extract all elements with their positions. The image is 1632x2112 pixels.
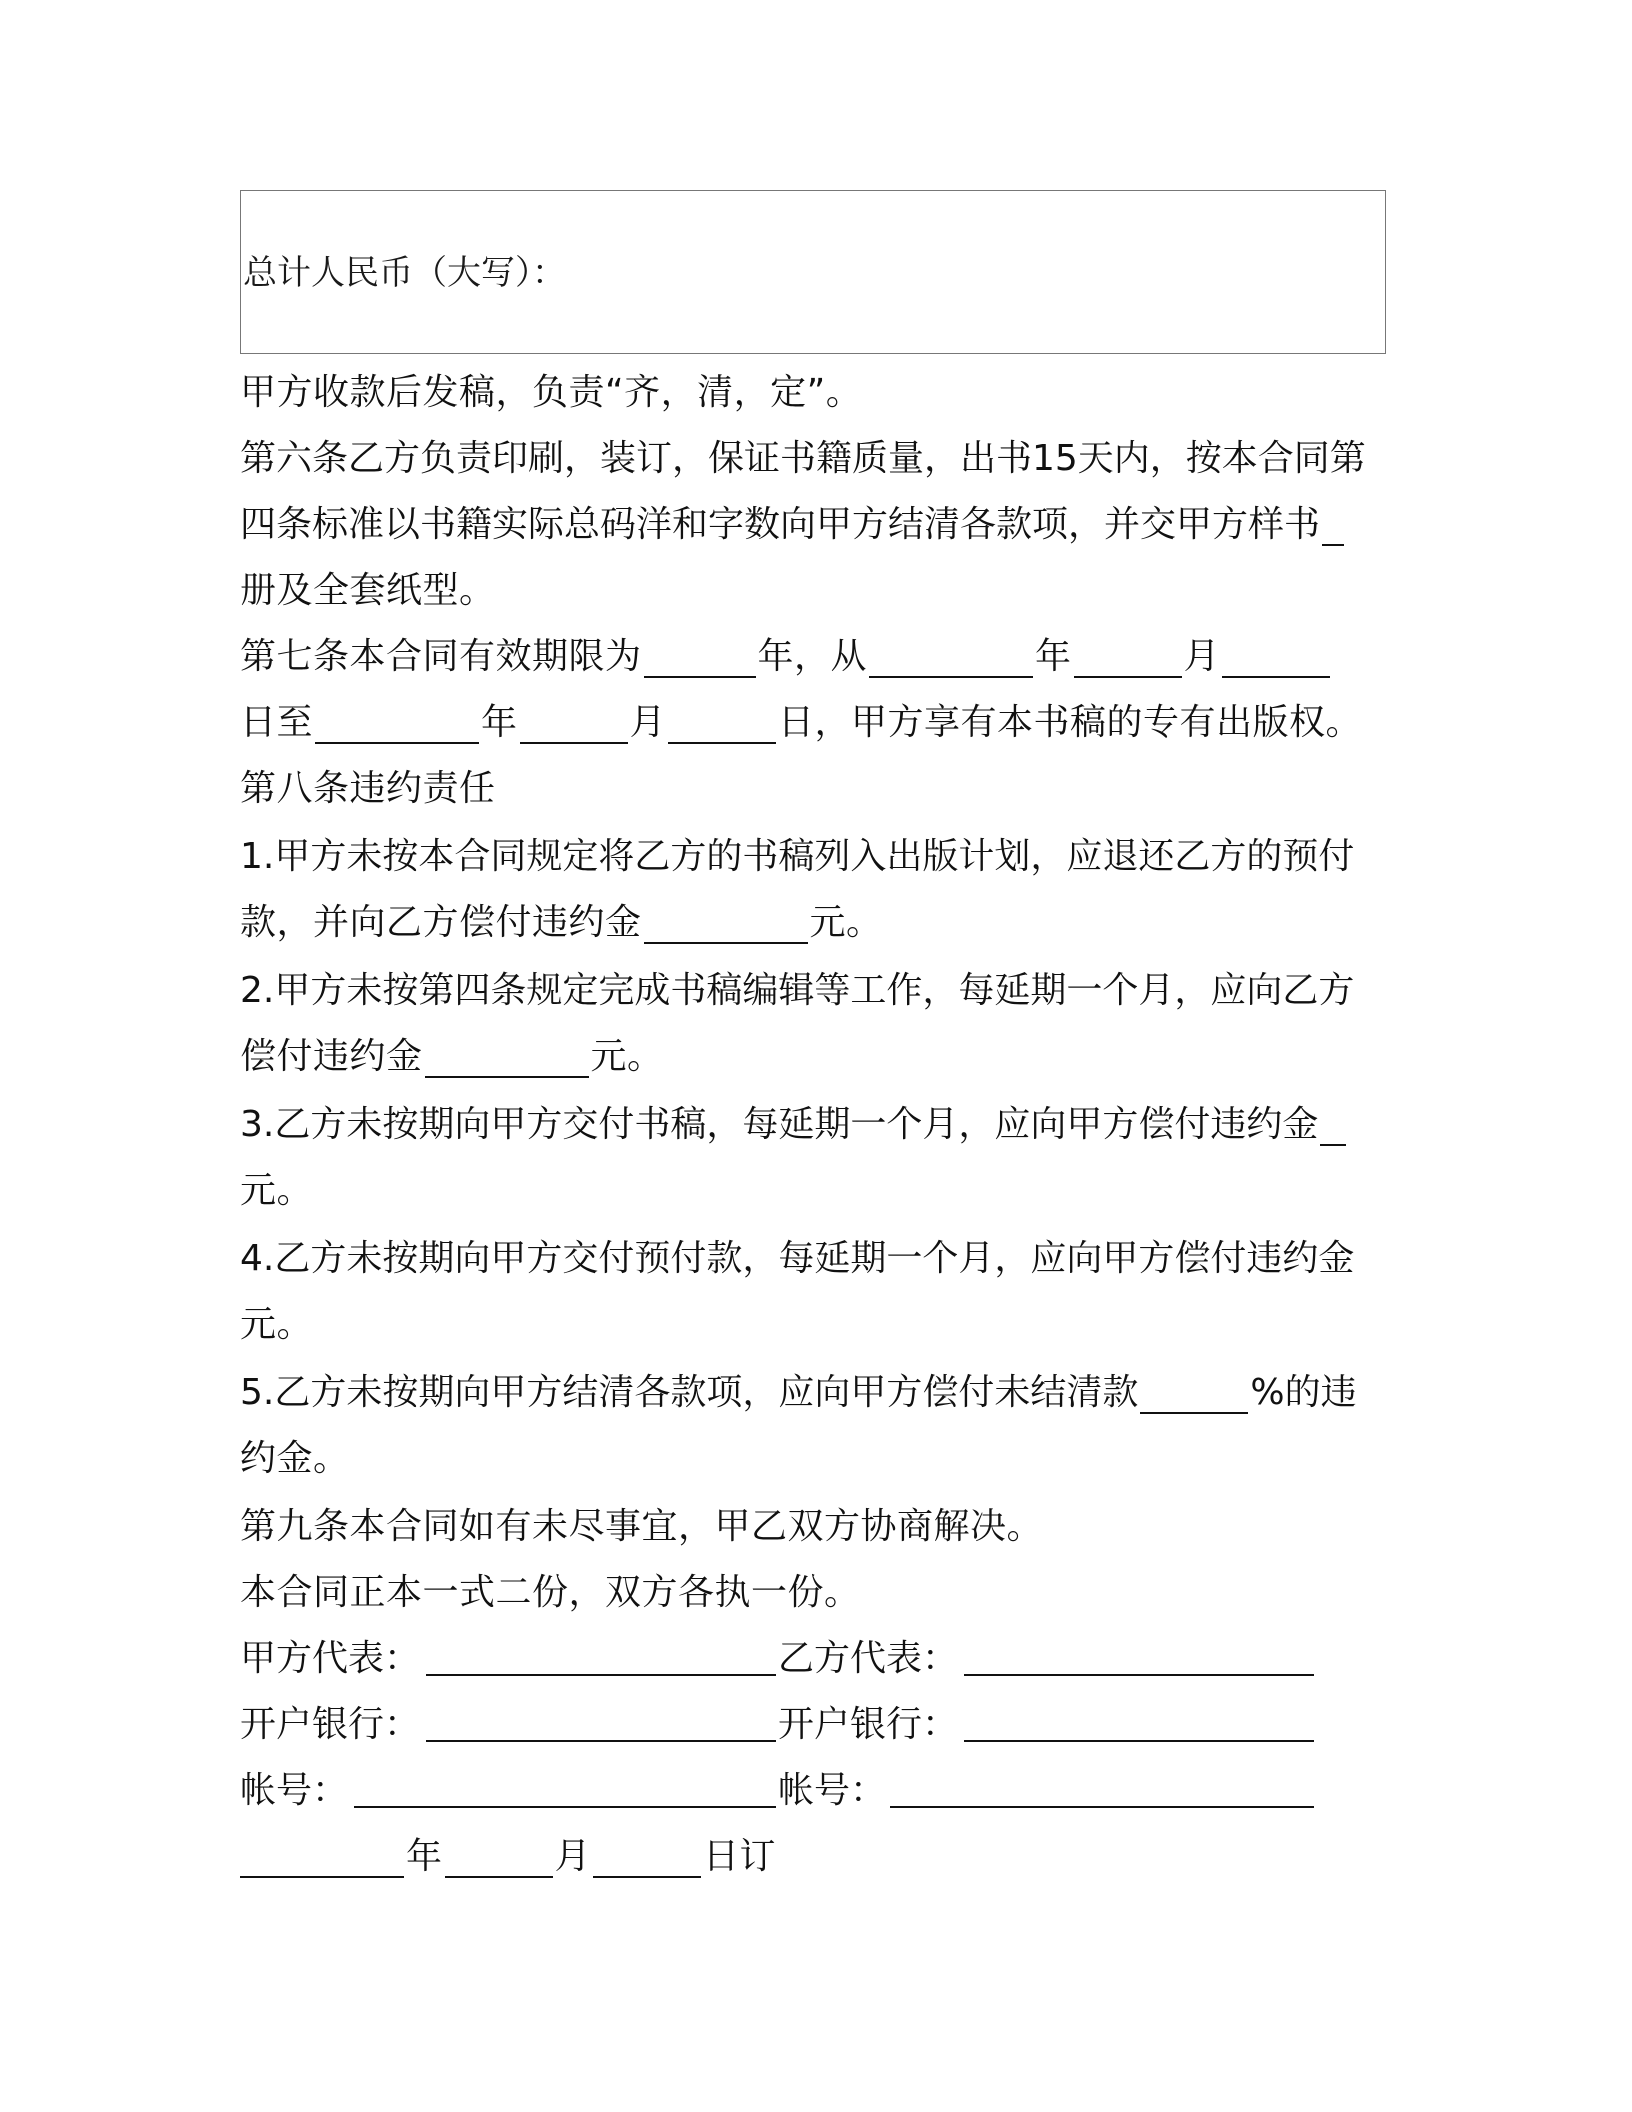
- article-6-text-2: 四条标准以书籍实际总码洋和字数向甲方结清各款项，并交甲方样书: [240, 504, 1321, 545]
- party-b-rep-label: 乙方代表：: [778, 1638, 959, 1679]
- article-6-line-2: [240, 492, 1390, 558]
- article-8-title-text: 第八条违约责任: [240, 768, 496, 809]
- copies-clause-text: 本合同正本一式二份，双方各执一份。: [240, 1572, 861, 1613]
- article-7-text-c: 年: [1035, 636, 1072, 677]
- article-7-text-a: 第七条本合同有效期限为: [240, 636, 642, 677]
- item-4-line-2: [240, 1292, 1390, 1358]
- start-year-blank: [869, 636, 1033, 678]
- article-7-text-h: 日，甲方享有本书稿的专有出版权。: [778, 702, 1363, 743]
- party-a-bank-label: 开户银行：: [240, 1704, 421, 1745]
- party-a-account-blank: [354, 1766, 776, 1808]
- contract-page: [240, 190, 1390, 1890]
- item-1-text-2a: 款，并向乙方偿付违约金: [240, 902, 642, 943]
- item-4-text-2: 元。: [240, 1304, 314, 1345]
- representative-row: [240, 1626, 1390, 1692]
- account-row: [240, 1758, 1390, 1824]
- item-5-text-2: 约金。: [240, 1438, 350, 1479]
- validity-years-blank: [644, 636, 756, 678]
- item-1-line-2: [240, 890, 1390, 956]
- party-a-rep-label: 甲方代表：: [240, 1638, 421, 1679]
- item-5-text-1a: 5.乙方未按期向甲方结清各款项，应向甲方偿付未结清款: [240, 1372, 1139, 1413]
- party-b-account-label: 帐号：: [778, 1770, 887, 1811]
- party-b-bank-label: 开户银行：: [778, 1704, 959, 1745]
- article-9-text: 第九条本合同如有未尽事宜，甲乙双方协商解决。: [240, 1506, 1044, 1547]
- article-9: [240, 1494, 1390, 1560]
- article-7-line-2: [240, 690, 1390, 756]
- item-3-line-2: [240, 1158, 1390, 1224]
- party-a-rep-blank: [426, 1634, 776, 1676]
- item-2-line-2: [240, 1024, 1390, 1090]
- start-day-blank: [1222, 636, 1330, 678]
- party-a-account-label: 帐号：: [240, 1770, 349, 1811]
- item-3-line-1: [240, 1092, 1390, 1158]
- item-2-penalty-blank: [425, 1036, 589, 1078]
- party-a-bank-blank: [426, 1700, 776, 1742]
- article-7-text-d: 月: [1183, 636, 1221, 677]
- party-b-account-blank: [890, 1766, 1314, 1808]
- article-6-text-3: 册及全套纸型。: [240, 570, 496, 611]
- end-day-blank: [668, 702, 776, 744]
- article-7-text-f: 年: [481, 702, 518, 743]
- party-b-bank-blank: [964, 1700, 1314, 1742]
- bank-row: [240, 1692, 1390, 1758]
- article-8-title: [240, 756, 1390, 822]
- signing-year-label: 年: [406, 1836, 443, 1877]
- item-2-line-1: [240, 958, 1390, 1024]
- item-3-text-1: 3.乙方未按期向甲方交付书稿，每延期一个月，应向甲方偿付违约金: [240, 1104, 1319, 1145]
- item-5-text-1b: %的违: [1250, 1372, 1357, 1413]
- item-4-text-1: 4.乙方未按期向甲方交付预付款，每延期一个月，应向甲方偿付违约金: [240, 1238, 1355, 1279]
- item-1-penalty-blank: [644, 902, 808, 944]
- item-1-text-2b: 元。: [809, 902, 883, 943]
- party-b-rep-blank: [964, 1634, 1314, 1676]
- signing-month-blank: [445, 1836, 553, 1878]
- paragraph-delivery: [240, 360, 1390, 426]
- sample-copies-blank: [1322, 504, 1344, 546]
- item-2-text-2a: 偿付违约金: [240, 1036, 423, 1077]
- article-7-line-1: [240, 624, 1390, 690]
- item-3-text-2: 元。: [240, 1170, 314, 1211]
- end-year-blank: [315, 702, 479, 744]
- end-month-blank: [520, 702, 628, 744]
- signing-date-row: [240, 1824, 1390, 1890]
- item-5-line-1: [240, 1360, 1390, 1426]
- item-5-line-2: [240, 1426, 1390, 1492]
- article-7-text-e: 日至: [240, 702, 314, 743]
- item-4-line-1: [240, 1226, 1390, 1292]
- item-2-text-2b: 元。: [590, 1036, 664, 1077]
- article-7-text-b: 年，从: [757, 636, 868, 677]
- signing-month-label: 月: [554, 1836, 592, 1877]
- signing-day-label: 日订: [703, 1836, 777, 1877]
- article-6-text-1: 第六条乙方负责印刷，装订，保证书籍质量，出书15天内，按本合同第: [240, 438, 1366, 479]
- article-7-text-g: 月: [629, 702, 667, 743]
- signing-day-blank: [593, 1836, 701, 1878]
- item-3-penalty-blank: [1320, 1104, 1346, 1146]
- article-6-line-3: [240, 558, 1390, 624]
- signing-year-blank: [240, 1836, 404, 1878]
- item-2-text-1: 2.甲方未按第四条规定完成书稿编辑等工作，每延期一个月，应向乙方: [240, 970, 1355, 1011]
- item-5-percent-blank: [1140, 1372, 1248, 1414]
- copies-clause: [240, 1560, 1390, 1626]
- item-1-line-1: [240, 824, 1390, 890]
- item-1-text-1: 1.甲方未按本合同规定将乙方的书稿列入出版计划，应退还乙方的预付: [240, 836, 1355, 877]
- total-amount-box: [240, 190, 1386, 354]
- start-month-blank: [1074, 636, 1182, 678]
- article-6-line-1: [240, 426, 1390, 492]
- paragraph-delivery-text: 甲方收款后发稿，负责“齐，清，定”。: [240, 372, 863, 413]
- total-amount-label: 总计人民币（大写）：: [243, 253, 566, 293]
